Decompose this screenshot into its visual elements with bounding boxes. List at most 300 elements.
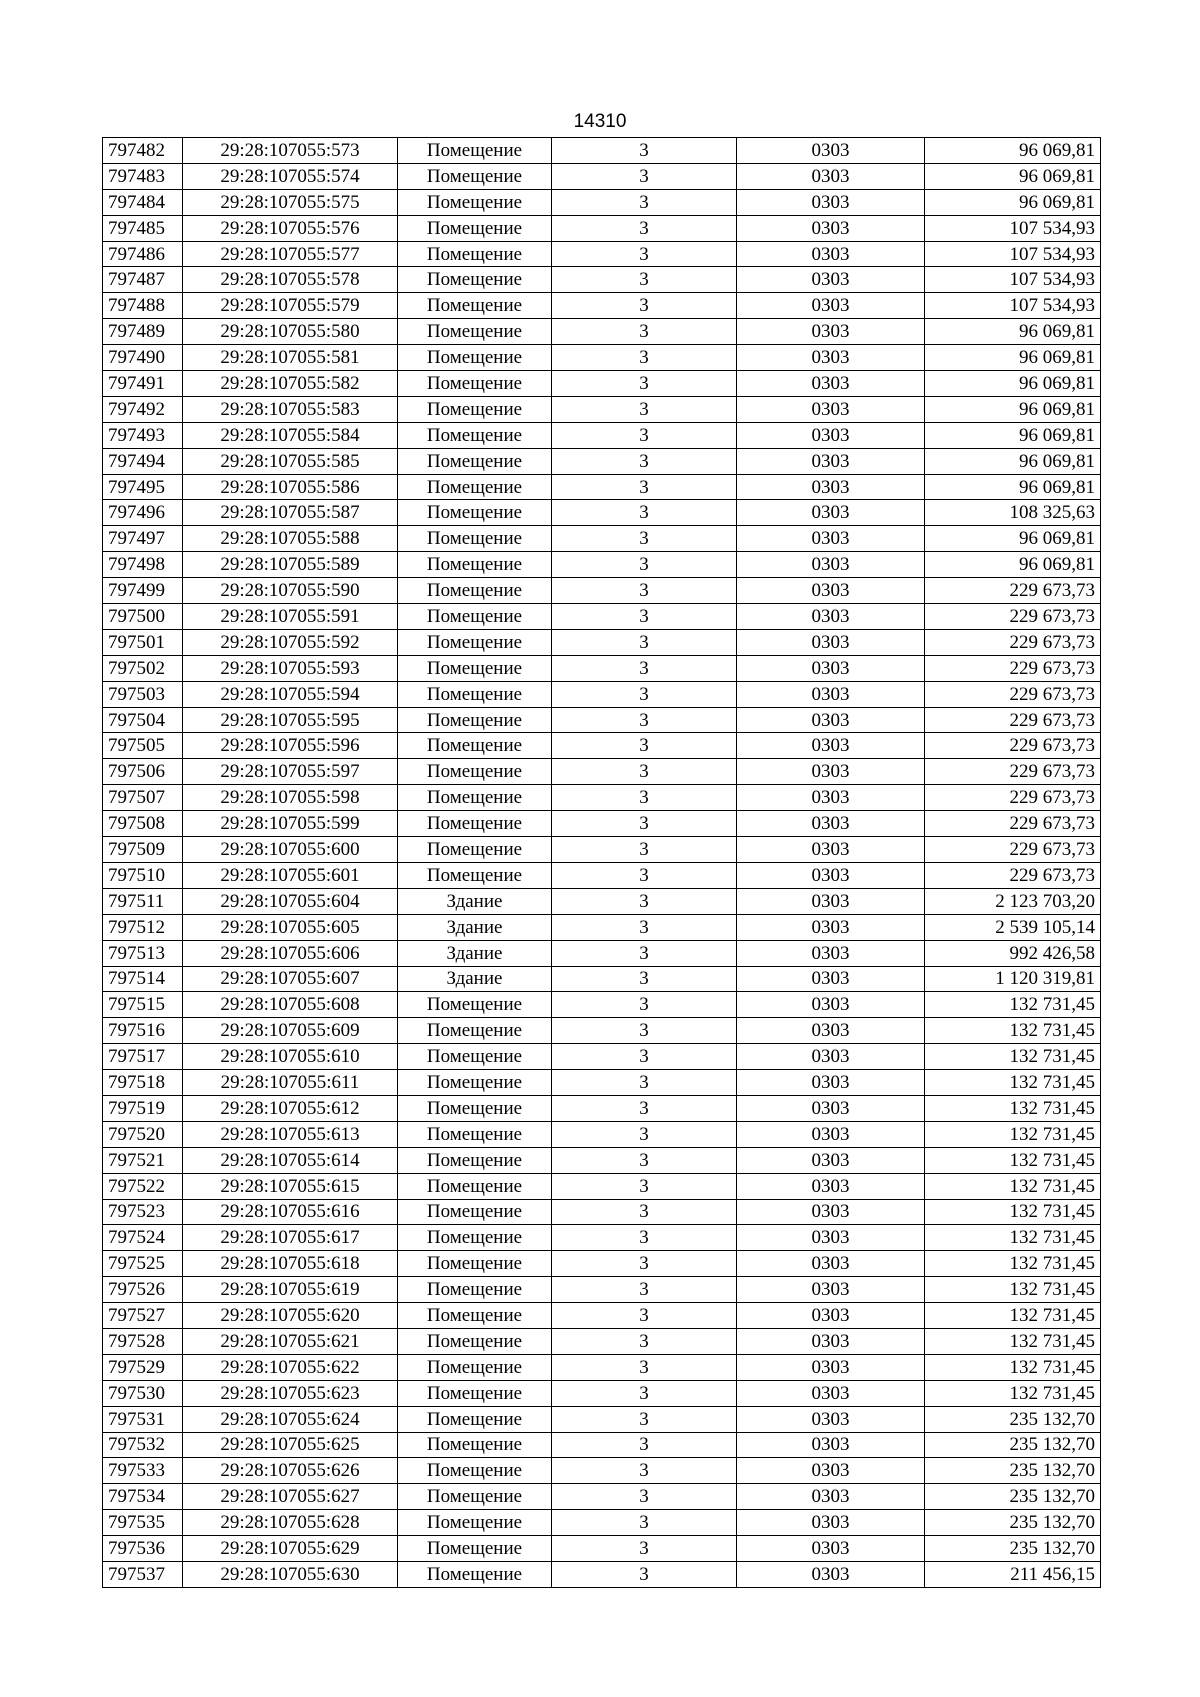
cadastral-value-cell: 132 731,45 [925, 1147, 1101, 1173]
table-row [103, 552, 1101, 578]
cadastral-value-cell: 132 731,45 [925, 1018, 1101, 1044]
group-cell: 3 [552, 1121, 737, 1147]
cadastral-value-cell: 96 069,81 [925, 371, 1101, 397]
object-type-cell: Помещение [398, 1070, 552, 1096]
row-number-cell: 797520 [103, 1121, 183, 1147]
object-type-cell: Помещение [398, 862, 552, 888]
cadastral-value-cell: 229 673,73 [925, 785, 1101, 811]
code-cell: 0303 [737, 888, 925, 914]
code-cell: 0303 [737, 733, 925, 759]
code-cell: 0303 [737, 241, 925, 267]
code-cell: 0303 [737, 552, 925, 578]
code-cell: 0303 [737, 189, 925, 215]
cadastral-value-cell: 132 731,45 [925, 1199, 1101, 1225]
row-number-cell: 797517 [103, 1044, 183, 1070]
group-cell: 3 [552, 811, 737, 837]
cadastral-value-cell: 96 069,81 [925, 319, 1101, 345]
table-row [103, 1251, 1101, 1277]
row-number-cell: 797528 [103, 1328, 183, 1354]
group-cell: 3 [552, 992, 737, 1018]
registry-table-body [103, 138, 1101, 1588]
group-cell: 3 [552, 163, 737, 189]
cadastral-value-cell: 229 673,73 [925, 811, 1101, 837]
cadastral-number-cell: 29:28:107055:583 [183, 396, 398, 422]
object-type-cell: Здание [398, 966, 552, 992]
code-cell: 0303 [737, 837, 925, 863]
row-number-cell: 797530 [103, 1380, 183, 1406]
group-cell: 3 [552, 966, 737, 992]
table-row [103, 1354, 1101, 1380]
code-cell: 0303 [737, 448, 925, 474]
cadastral-value-cell: 229 673,73 [925, 681, 1101, 707]
cadastral-number-cell: 29:28:107055:594 [183, 681, 398, 707]
table-row [103, 578, 1101, 604]
cadastral-value-cell: 235 132,70 [925, 1510, 1101, 1536]
object-type-cell: Помещение [398, 1432, 552, 1458]
cadastral-number-cell: 29:28:107055:586 [183, 474, 398, 500]
registry-table [102, 137, 1101, 1588]
group-cell: 3 [552, 914, 737, 940]
row-number-cell: 797515 [103, 992, 183, 1018]
table-row [103, 1536, 1101, 1562]
code-cell: 0303 [737, 371, 925, 397]
object-type-cell: Помещение [398, 1121, 552, 1147]
group-cell: 3 [552, 1354, 737, 1380]
cadastral-value-cell: 96 069,81 [925, 345, 1101, 371]
table-row [103, 241, 1101, 267]
cadastral-number-cell: 29:28:107055:600 [183, 837, 398, 863]
cadastral-number-cell: 29:28:107055:609 [183, 1018, 398, 1044]
code-cell: 0303 [737, 1484, 925, 1510]
object-type-cell: Помещение [398, 604, 552, 630]
code-cell: 0303 [737, 1303, 925, 1329]
group-cell: 3 [552, 888, 737, 914]
table-row [103, 189, 1101, 215]
group-cell: 3 [552, 319, 737, 345]
row-number-cell: 797519 [103, 1095, 183, 1121]
code-cell: 0303 [737, 1095, 925, 1121]
code-cell: 0303 [737, 319, 925, 345]
table-row [103, 1147, 1101, 1173]
cadastral-number-cell: 29:28:107055:589 [183, 552, 398, 578]
object-type-cell: Помещение [398, 1018, 552, 1044]
group-cell: 3 [552, 1147, 737, 1173]
cadastral-number-cell: 29:28:107055:596 [183, 733, 398, 759]
code-cell: 0303 [737, 604, 925, 630]
cadastral-number-cell: 29:28:107055:585 [183, 448, 398, 474]
row-number-cell: 797497 [103, 526, 183, 552]
table-row [103, 138, 1101, 164]
code-cell: 0303 [737, 1561, 925, 1587]
cadastral-value-cell: 107 534,93 [925, 215, 1101, 241]
group-cell: 3 [552, 1380, 737, 1406]
cadastral-number-cell: 29:28:107055:610 [183, 1044, 398, 1070]
cadastral-number-cell: 29:28:107055:607 [183, 966, 398, 992]
row-number-cell: 797510 [103, 862, 183, 888]
cadastral-value-cell: 132 731,45 [925, 1070, 1101, 1096]
cadastral-number-cell: 29:28:107055:578 [183, 267, 398, 293]
object-type-cell: Помещение [398, 1458, 552, 1484]
row-number-cell: 797482 [103, 138, 183, 164]
group-cell: 3 [552, 448, 737, 474]
cadastral-number-cell: 29:28:107055:575 [183, 189, 398, 215]
group-cell: 3 [552, 345, 737, 371]
row-number-cell: 797506 [103, 759, 183, 785]
cadastral-number-cell: 29:28:107055:591 [183, 604, 398, 630]
code-cell: 0303 [737, 526, 925, 552]
object-type-cell: Помещение [398, 629, 552, 655]
code-cell: 0303 [737, 1225, 925, 1251]
object-type-cell: Помещение [398, 293, 552, 319]
cadastral-number-cell: 29:28:107055:616 [183, 1199, 398, 1225]
group-cell: 3 [552, 1277, 737, 1303]
object-type-cell: Помещение [398, 189, 552, 215]
group-cell: 3 [552, 1406, 737, 1432]
group-cell: 3 [552, 1458, 737, 1484]
cadastral-number-cell: 29:28:107055:624 [183, 1406, 398, 1432]
cadastral-number-cell: 29:28:107055:620 [183, 1303, 398, 1329]
group-cell: 3 [552, 1484, 737, 1510]
object-type-cell: Помещение [398, 759, 552, 785]
table-row [103, 1044, 1101, 1070]
object-type-cell: Помещение [398, 1536, 552, 1562]
cadastral-value-cell: 107 534,93 [925, 267, 1101, 293]
object-type-cell: Помещение [398, 1510, 552, 1536]
group-cell: 3 [552, 1173, 737, 1199]
table-row [103, 655, 1101, 681]
cadastral-number-cell: 29:28:107055:628 [183, 1510, 398, 1536]
table-row [103, 267, 1101, 293]
table-row [103, 733, 1101, 759]
cadastral-number-cell: 29:28:107055:608 [183, 992, 398, 1018]
table-row [103, 1095, 1101, 1121]
object-type-cell: Помещение [398, 371, 552, 397]
object-type-cell: Помещение [398, 811, 552, 837]
row-number-cell: 797516 [103, 1018, 183, 1044]
cadastral-number-cell: 29:28:107055:595 [183, 707, 398, 733]
group-cell: 3 [552, 707, 737, 733]
row-number-cell: 797523 [103, 1199, 183, 1225]
cadastral-number-cell: 29:28:107055:576 [183, 215, 398, 241]
object-type-cell: Здание [398, 914, 552, 940]
table-row [103, 629, 1101, 655]
code-cell: 0303 [737, 1432, 925, 1458]
group-cell: 3 [552, 138, 737, 164]
group-cell: 3 [552, 267, 737, 293]
table-row [103, 371, 1101, 397]
cadastral-number-cell: 29:28:107055:617 [183, 1225, 398, 1251]
row-number-cell: 797491 [103, 371, 183, 397]
row-number-cell: 797496 [103, 500, 183, 526]
code-cell: 0303 [737, 1147, 925, 1173]
object-type-cell: Помещение [398, 733, 552, 759]
code-cell: 0303 [737, 1510, 925, 1536]
code-cell: 0303 [737, 966, 925, 992]
table-row [103, 785, 1101, 811]
cadastral-number-cell: 29:28:107055:579 [183, 293, 398, 319]
row-number-cell: 797499 [103, 578, 183, 604]
cadastral-number-cell: 29:28:107055:614 [183, 1147, 398, 1173]
object-type-cell: Помещение [398, 1561, 552, 1587]
code-cell: 0303 [737, 1018, 925, 1044]
group-cell: 3 [552, 655, 737, 681]
cadastral-value-cell: 96 069,81 [925, 138, 1101, 164]
group-cell: 3 [552, 526, 737, 552]
table-row [103, 215, 1101, 241]
row-number-cell: 797508 [103, 811, 183, 837]
cadastral-number-cell: 29:28:107055:625 [183, 1432, 398, 1458]
cadastral-value-cell: 96 069,81 [925, 526, 1101, 552]
row-number-cell: 797504 [103, 707, 183, 733]
object-type-cell: Помещение [398, 448, 552, 474]
table-row [103, 1225, 1101, 1251]
cadastral-value-cell: 96 069,81 [925, 189, 1101, 215]
table-row [103, 474, 1101, 500]
cadastral-number-cell: 29:28:107055:599 [183, 811, 398, 837]
object-type-cell: Помещение [398, 215, 552, 241]
cadastral-number-cell: 29:28:107055:622 [183, 1354, 398, 1380]
group-cell: 3 [552, 1536, 737, 1562]
object-type-cell: Помещение [398, 345, 552, 371]
code-cell: 0303 [737, 1458, 925, 1484]
code-cell: 0303 [737, 345, 925, 371]
object-type-cell: Помещение [398, 1380, 552, 1406]
object-type-cell: Помещение [398, 1303, 552, 1329]
group-cell: 3 [552, 733, 737, 759]
row-number-cell: 797488 [103, 293, 183, 319]
table-row [103, 1018, 1101, 1044]
cadastral-value-cell: 235 132,70 [925, 1406, 1101, 1432]
cadastral-number-cell: 29:28:107055:597 [183, 759, 398, 785]
cadastral-value-cell: 132 731,45 [925, 1225, 1101, 1251]
table-row [103, 1277, 1101, 1303]
cadastral-value-cell: 235 132,70 [925, 1484, 1101, 1510]
table-row [103, 862, 1101, 888]
table-row [103, 1406, 1101, 1432]
group-cell: 3 [552, 500, 737, 526]
cadastral-value-cell: 132 731,45 [925, 1251, 1101, 1277]
cadastral-value-cell: 1 120 319,81 [925, 966, 1101, 992]
cadastral-number-cell: 29:28:107055:590 [183, 578, 398, 604]
row-number-cell: 797529 [103, 1354, 183, 1380]
group-cell: 3 [552, 1225, 737, 1251]
table-row [103, 681, 1101, 707]
cadastral-number-cell: 29:28:107055:582 [183, 371, 398, 397]
cadastral-number-cell: 29:28:107055:601 [183, 862, 398, 888]
table-row [103, 1561, 1101, 1587]
cadastral-number-cell: 29:28:107055:574 [183, 163, 398, 189]
code-cell: 0303 [737, 1277, 925, 1303]
object-type-cell: Помещение [398, 785, 552, 811]
cadastral-value-cell: 132 731,45 [925, 1095, 1101, 1121]
cadastral-value-cell: 229 673,73 [925, 837, 1101, 863]
table-row [103, 1199, 1101, 1225]
cadastral-number-cell: 29:28:107055:623 [183, 1380, 398, 1406]
object-type-cell: Помещение [398, 655, 552, 681]
code-cell: 0303 [737, 811, 925, 837]
row-number-cell: 797484 [103, 189, 183, 215]
code-cell: 0303 [737, 629, 925, 655]
table-row [103, 1458, 1101, 1484]
code-cell: 0303 [737, 163, 925, 189]
table-row [103, 448, 1101, 474]
group-cell: 3 [552, 578, 737, 604]
cadastral-number-cell: 29:28:107055:573 [183, 138, 398, 164]
cadastral-value-cell: 229 673,73 [925, 655, 1101, 681]
object-type-cell: Помещение [398, 1277, 552, 1303]
table-row [103, 759, 1101, 785]
code-cell: 0303 [737, 707, 925, 733]
row-number-cell: 797533 [103, 1458, 183, 1484]
cadastral-number-cell: 29:28:107055:611 [183, 1070, 398, 1096]
cadastral-value-cell: 132 731,45 [925, 1121, 1101, 1147]
cadastral-value-cell: 229 673,73 [925, 629, 1101, 655]
object-type-cell: Помещение [398, 681, 552, 707]
table-row [103, 293, 1101, 319]
row-number-cell: 797495 [103, 474, 183, 500]
object-type-cell: Помещение [398, 1199, 552, 1225]
table-row [103, 1303, 1101, 1329]
row-number-cell: 797514 [103, 966, 183, 992]
code-cell: 0303 [737, 1173, 925, 1199]
row-number-cell: 797512 [103, 914, 183, 940]
table-row [103, 1070, 1101, 1096]
group-cell: 3 [552, 785, 737, 811]
cadastral-value-cell: 235 132,70 [925, 1536, 1101, 1562]
table-row [103, 1432, 1101, 1458]
object-type-cell: Помещение [398, 1095, 552, 1121]
cadastral-value-cell: 235 132,70 [925, 1458, 1101, 1484]
cadastral-number-cell: 29:28:107055:577 [183, 241, 398, 267]
cadastral-number-cell: 29:28:107055:619 [183, 1277, 398, 1303]
cadastral-value-cell: 108 325,63 [925, 500, 1101, 526]
group-cell: 3 [552, 189, 737, 215]
object-type-cell: Помещение [398, 992, 552, 1018]
object-type-cell: Помещение [398, 1406, 552, 1432]
object-type-cell: Помещение [398, 552, 552, 578]
row-number-cell: 797498 [103, 552, 183, 578]
cadastral-number-cell: 29:28:107055:627 [183, 1484, 398, 1510]
table-row [103, 888, 1101, 914]
code-cell: 0303 [737, 396, 925, 422]
object-type-cell: Помещение [398, 1147, 552, 1173]
object-type-cell: Помещение [398, 1225, 552, 1251]
table-row [103, 992, 1101, 1018]
code-cell: 0303 [737, 1536, 925, 1562]
table-row [103, 319, 1101, 345]
cadastral-number-cell: 29:28:107055:605 [183, 914, 398, 940]
cadastral-value-cell: 229 673,73 [925, 604, 1101, 630]
row-number-cell: 797511 [103, 888, 183, 914]
row-number-cell: 797536 [103, 1536, 183, 1562]
code-cell: 0303 [737, 655, 925, 681]
row-number-cell: 797490 [103, 345, 183, 371]
object-type-cell: Помещение [398, 1251, 552, 1277]
cadastral-number-cell: 29:28:107055:606 [183, 940, 398, 966]
group-cell: 3 [552, 1303, 737, 1329]
row-number-cell: 797521 [103, 1147, 183, 1173]
code-cell: 0303 [737, 992, 925, 1018]
row-number-cell: 797524 [103, 1225, 183, 1251]
cadastral-value-cell: 992 426,58 [925, 940, 1101, 966]
row-number-cell: 797489 [103, 319, 183, 345]
row-number-cell: 797494 [103, 448, 183, 474]
cadastral-value-cell: 229 673,73 [925, 862, 1101, 888]
group-cell: 3 [552, 629, 737, 655]
table-row [103, 526, 1101, 552]
object-type-cell: Помещение [398, 526, 552, 552]
code-cell: 0303 [737, 1044, 925, 1070]
cadastral-number-cell: 29:28:107055:580 [183, 319, 398, 345]
row-number-cell: 797532 [103, 1432, 183, 1458]
cadastral-number-cell: 29:28:107055:613 [183, 1121, 398, 1147]
group-cell: 3 [552, 241, 737, 267]
row-number-cell: 797500 [103, 604, 183, 630]
cadastral-number-cell: 29:28:107055:592 [183, 629, 398, 655]
cadastral-value-cell: 132 731,45 [925, 1303, 1101, 1329]
cadastral-number-cell: 29:28:107055:630 [183, 1561, 398, 1587]
object-type-cell: Помещение [398, 422, 552, 448]
row-number-cell: 797492 [103, 396, 183, 422]
cadastral-value-cell: 229 673,73 [925, 733, 1101, 759]
cadastral-value-cell: 229 673,73 [925, 707, 1101, 733]
object-type-cell: Помещение [398, 578, 552, 604]
group-cell: 3 [552, 862, 737, 888]
group-cell: 3 [552, 1018, 737, 1044]
row-number-cell: 797525 [103, 1251, 183, 1277]
cadastral-number-cell: 29:28:107055:598 [183, 785, 398, 811]
group-cell: 3 [552, 293, 737, 319]
object-type-cell: Помещение [398, 707, 552, 733]
code-cell: 0303 [737, 940, 925, 966]
code-cell: 0303 [737, 1380, 925, 1406]
table-row [103, 940, 1101, 966]
cadastral-value-cell: 132 731,45 [925, 1354, 1101, 1380]
group-cell: 3 [552, 837, 737, 863]
cadastral-value-cell: 96 069,81 [925, 163, 1101, 189]
code-cell: 0303 [737, 1406, 925, 1432]
object-type-cell: Помещение [398, 163, 552, 189]
cadastral-value-cell: 132 731,45 [925, 1380, 1101, 1406]
code-cell: 0303 [737, 1121, 925, 1147]
code-cell: 0303 [737, 914, 925, 940]
group-cell: 3 [552, 422, 737, 448]
table-row [103, 163, 1101, 189]
object-type-cell: Здание [398, 888, 552, 914]
cadastral-number-cell: 29:28:107055:618 [183, 1251, 398, 1277]
cadastral-number-cell: 29:28:107055:604 [183, 888, 398, 914]
cadastral-value-cell: 132 731,45 [925, 1173, 1101, 1199]
table-row [103, 604, 1101, 630]
cadastral-number-cell: 29:28:107055:629 [183, 1536, 398, 1562]
cadastral-value-cell: 107 534,93 [925, 293, 1101, 319]
table-row [103, 1380, 1101, 1406]
code-cell: 0303 [737, 474, 925, 500]
row-number-cell: 797531 [103, 1406, 183, 1432]
code-cell: 0303 [737, 1328, 925, 1354]
cadastral-value-cell: 132 731,45 [925, 1277, 1101, 1303]
object-type-cell: Помещение [398, 396, 552, 422]
cadastral-number-cell: 29:28:107055:587 [183, 500, 398, 526]
table-row [103, 345, 1101, 371]
code-cell: 0303 [737, 578, 925, 604]
row-number-cell: 797513 [103, 940, 183, 966]
cadastral-value-cell: 96 069,81 [925, 552, 1101, 578]
page-number: 14310 [573, 111, 627, 132]
object-type-cell: Помещение [398, 500, 552, 526]
group-cell: 3 [552, 474, 737, 500]
group-cell: 3 [552, 1070, 737, 1096]
